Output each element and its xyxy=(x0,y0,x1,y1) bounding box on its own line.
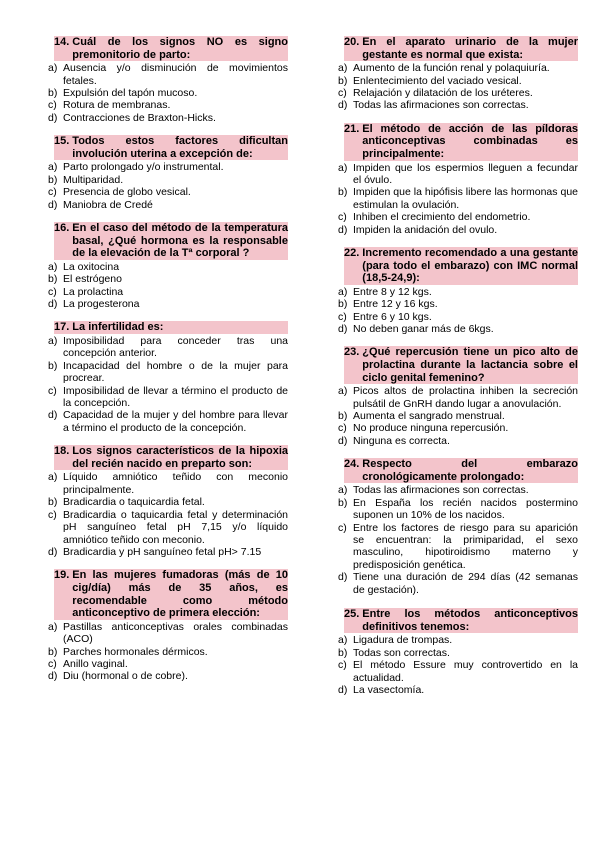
question-title xyxy=(48,222,288,260)
options-list xyxy=(48,261,288,311)
question-number: 18. xyxy=(54,445,72,470)
option-text: La progesterona xyxy=(63,298,140,311)
option-item xyxy=(48,174,288,186)
option-letter: b) xyxy=(338,298,348,311)
question-15 xyxy=(48,135,288,211)
question-text: Incremento recomendado a una gestante (para todo el embarazo) con IMC normal (18,5-24,9): xyxy=(362,247,578,285)
option-text: Ausencia y/o disminución de movimientos fetales. xyxy=(63,62,288,87)
option-text: Maniobra de Credé xyxy=(63,198,153,211)
option-letter: b) xyxy=(48,496,58,509)
option-letter: c) xyxy=(48,657,57,670)
option-letter: a) xyxy=(48,471,58,484)
options-list xyxy=(338,162,578,236)
option-text: Entre los factores de riesgo para su aparición se encuentran: la primiparidad, el sexo masculino, hipotiroidismo materno y predisposición genética. xyxy=(353,521,578,571)
option-text: Aumento de la función renal y polaquiuría. xyxy=(353,62,550,75)
option-item xyxy=(338,62,578,74)
option-text: Entre 12 y 16 kgs. xyxy=(353,298,438,311)
option-letter: c) xyxy=(338,87,347,99)
option-item xyxy=(338,87,578,99)
option-item xyxy=(48,298,288,310)
option-item xyxy=(48,199,288,211)
question-number: 15. xyxy=(54,135,72,160)
option-letter: b) xyxy=(48,359,58,372)
option-item xyxy=(338,99,578,111)
option-letter: c) xyxy=(338,422,347,435)
option-text: Tiene una duración de 294 días (42 semanas de gestación). xyxy=(353,571,578,596)
options-list xyxy=(48,621,288,683)
question-number: 21. xyxy=(344,123,362,161)
option-text: Impiden que la hipófisis libere las hormonas que estimulan la ovulación. xyxy=(353,186,578,211)
option-text: Presencia de globo vesical. xyxy=(63,186,191,199)
option-item xyxy=(48,509,288,546)
option-text: La vasectomía. xyxy=(353,683,425,696)
option-text: No produce ninguna repercusión. xyxy=(353,422,509,435)
right-column xyxy=(338,36,578,707)
question-title xyxy=(338,247,578,285)
question-text: ¿Qué repercusión tiene un pico alto de prolactina durante la lactancia sobre el ciclo genital femenino? xyxy=(362,346,578,384)
option-letter: b) xyxy=(338,74,348,87)
option-letter: c) xyxy=(48,99,57,112)
option-item xyxy=(338,323,578,335)
option-text: Bradicardia y pH sanguíneo fetal pH> 7.15 xyxy=(63,545,262,558)
option-letter: d) xyxy=(338,434,348,447)
option-text: Todas las afirmaciones son correctas. xyxy=(353,99,529,112)
option-item xyxy=(48,112,288,124)
option-item xyxy=(48,385,288,410)
option-item xyxy=(338,224,578,236)
option-letter: a) xyxy=(48,620,58,633)
options-list xyxy=(48,62,288,124)
option-letter: c) xyxy=(48,285,57,298)
option-item xyxy=(338,298,578,310)
option-item xyxy=(338,211,578,223)
options-list xyxy=(338,634,578,696)
question-title xyxy=(48,569,288,619)
option-letter: a) xyxy=(338,634,348,647)
option-letter: a) xyxy=(48,260,58,273)
question-number: 20. xyxy=(344,36,362,61)
question-number: 25. xyxy=(344,608,362,633)
option-item xyxy=(48,496,288,508)
options-list xyxy=(338,286,578,336)
option-letter: d) xyxy=(48,409,58,422)
question-18 xyxy=(48,445,288,558)
option-text: El método Essure muy controvertido en la actualidad. xyxy=(353,659,578,684)
question-title xyxy=(48,36,288,61)
option-text: Parches hormonales dérmicos. xyxy=(63,645,208,658)
option-item xyxy=(48,186,288,198)
option-letter: d) xyxy=(48,198,58,211)
option-item xyxy=(338,435,578,447)
option-item xyxy=(338,659,578,684)
question-text: La infertilidad es: xyxy=(72,321,288,334)
question-text: Entre los métodos anticonceptivos definitivos tenemos: xyxy=(362,608,578,633)
left-column xyxy=(48,36,288,694)
question-title xyxy=(338,608,578,633)
option-letter: c) xyxy=(338,211,347,224)
option-item xyxy=(48,646,288,658)
option-letter: a) xyxy=(338,484,348,497)
option-letter: d) xyxy=(338,223,348,236)
options-list xyxy=(48,335,288,434)
option-letter: c) xyxy=(338,659,347,672)
option-item xyxy=(48,471,288,496)
option-letter: a) xyxy=(338,285,348,298)
options-list xyxy=(48,471,288,558)
option-item xyxy=(338,497,578,522)
option-item xyxy=(48,261,288,273)
question-number: 24. xyxy=(344,458,362,483)
option-letter: d) xyxy=(338,323,348,336)
option-letter: b) xyxy=(338,496,348,509)
option-letter: a) xyxy=(48,62,58,75)
question-number: 14. xyxy=(54,36,72,61)
option-letter: d) xyxy=(338,99,348,112)
option-text: Inhiben el crecimiento del endometrio. xyxy=(353,211,531,224)
option-letter: b) xyxy=(338,410,348,423)
question-21 xyxy=(338,123,578,236)
option-item xyxy=(48,273,288,285)
question-title xyxy=(338,346,578,384)
option-letter: b) xyxy=(48,645,58,658)
option-text: Expulsión del tapón mucoso. xyxy=(63,87,198,99)
option-letter: a) xyxy=(338,161,348,174)
question-title xyxy=(48,445,288,470)
option-item xyxy=(48,621,288,646)
option-item xyxy=(338,684,578,696)
option-letter: c) xyxy=(338,310,347,323)
option-item xyxy=(48,99,288,111)
option-item xyxy=(338,484,578,496)
question-20 xyxy=(338,36,578,112)
options-list xyxy=(338,385,578,447)
question-number: 17. xyxy=(54,321,72,334)
question-text: Respecto del embarazo cronológicamente prolongado: xyxy=(362,458,578,483)
option-item xyxy=(338,422,578,434)
option-text: Ligadura de trompas. xyxy=(353,634,453,647)
option-text: Relajación y dilatación de los uréteres. xyxy=(353,87,533,99)
option-letter: b) xyxy=(48,173,58,186)
option-item xyxy=(48,409,288,434)
option-letter: b) xyxy=(48,87,58,99)
option-item xyxy=(48,286,288,298)
option-text: Pastillas anticonceptivas orales combinadas (ACO) xyxy=(63,620,288,646)
option-text: La prolactina xyxy=(63,285,124,298)
option-letter: a) xyxy=(338,385,348,398)
option-letter: b) xyxy=(48,273,58,286)
option-letter: d) xyxy=(338,683,348,696)
question-number: 16. xyxy=(54,222,72,260)
option-item xyxy=(338,311,578,323)
option-letter: a) xyxy=(338,62,348,75)
option-letter: c) xyxy=(338,521,347,534)
option-text: Rotura de membranas. xyxy=(63,99,171,112)
option-letter: c) xyxy=(48,186,57,199)
option-text: Parto prolongado y/o instrumental. xyxy=(63,161,224,174)
question-22 xyxy=(338,247,578,335)
option-item xyxy=(338,522,578,572)
option-item xyxy=(338,162,578,187)
option-item xyxy=(338,410,578,422)
option-item xyxy=(48,360,288,385)
options-list xyxy=(338,484,578,596)
option-text: Bradicardia o taquicardia fetal. xyxy=(63,496,205,509)
option-text: Picos altos de prolactina inhiben la secreción pulsátil de GnRH dando lugar a anovulación. xyxy=(353,385,578,410)
option-text: Ninguna es correcta. xyxy=(353,434,450,447)
option-item xyxy=(338,647,578,659)
question-title xyxy=(338,36,578,61)
option-item xyxy=(48,62,288,87)
option-letter: b) xyxy=(338,186,348,199)
option-item xyxy=(48,87,288,99)
options-list xyxy=(338,62,578,112)
option-text: No deben ganar más de 6kgs. xyxy=(353,323,494,336)
question-title xyxy=(338,458,578,483)
option-item xyxy=(48,658,288,670)
question-text: Los signos característicos de la hipoxia del recién nacido en preparto son: xyxy=(72,445,288,470)
option-item xyxy=(338,385,578,410)
option-text: Diu (hormonal o de cobre). xyxy=(63,670,188,683)
question-title xyxy=(338,123,578,161)
question-text: Cuál de los signos NO es signo premonitorio de parto: xyxy=(72,36,288,61)
option-text: Bradicardia o taquicardia fetal y determinación pH sanguíneo fetal pH 7,15 y/o líquido amniótico teñido con meconio. xyxy=(63,508,288,546)
question-text: En las mujeres fumadoras (más de 10 cig/día) más de 35 años, es recomendable como método anticonceptivo de primera elección: xyxy=(72,569,288,620)
option-text: Impiden la anidación del ovulo. xyxy=(353,223,498,236)
option-text: El estrógeno xyxy=(63,273,122,286)
option-text: Todas las afirmaciones son correctas. xyxy=(353,484,529,497)
option-text: Incapacidad del hombre o de la mujer para procrear. xyxy=(63,359,288,385)
question-title xyxy=(48,135,288,160)
option-text: Aumenta el sangrado menstrual. xyxy=(353,410,505,423)
question-text: En el aparato urinario de la mujer gestante es normal que exista: xyxy=(362,36,578,61)
option-item xyxy=(338,571,578,596)
option-letter: c) xyxy=(48,508,57,521)
option-text: Anillo vaginal. xyxy=(63,657,128,670)
question-text: En el caso del método de la temperatura basal, ¿Qué hormona es la responsable de la elevación de la Tª corporal ? xyxy=(72,222,288,260)
option-text: Capacidad de la mujer y del hombre para llevar a término el producto de la concepción. xyxy=(63,409,288,434)
option-letter: d) xyxy=(48,298,58,311)
question-14 xyxy=(48,36,288,124)
option-item xyxy=(338,75,578,87)
question-number: 19. xyxy=(54,569,72,619)
option-text: Enlentecimiento del vaciado vesical. xyxy=(353,74,522,87)
option-text: Imposibilidad de llevar a término el producto de la concepción. xyxy=(63,384,288,410)
option-item xyxy=(48,670,288,682)
option-letter: a) xyxy=(48,161,58,174)
question-16 xyxy=(48,222,288,310)
option-text: Contracciones de Braxton-Hicks. xyxy=(63,111,216,124)
option-text: Líquido amniótico teñido con meconio principalmente. xyxy=(63,471,288,496)
option-letter: a) xyxy=(48,335,58,348)
question-19 xyxy=(48,569,288,682)
option-letter: d) xyxy=(48,670,58,683)
option-letter: d) xyxy=(48,111,58,124)
option-text: Imposibilidad para conceder tras una concepción anterior. xyxy=(63,335,288,360)
option-text: La oxitocina xyxy=(63,260,120,273)
options-list xyxy=(48,161,288,211)
option-letter: c) xyxy=(48,384,57,397)
question-number: 23. xyxy=(344,346,362,384)
question-title xyxy=(48,321,288,334)
question-text: El método de acción de las píldoras anticonceptivas combinadas es principalmente: xyxy=(362,122,578,160)
option-item xyxy=(48,546,288,558)
option-item xyxy=(48,161,288,173)
option-text: Multiparidad. xyxy=(63,173,124,186)
option-text: En España los recién nacidos postermino suponen un 10% de los nacidos. xyxy=(353,496,578,522)
option-letter: d) xyxy=(338,571,348,584)
option-item xyxy=(338,634,578,646)
option-letter: d) xyxy=(48,545,58,558)
question-number: 22. xyxy=(344,247,362,285)
option-item xyxy=(338,186,578,211)
question-text: Todos estos factores dificultan involución uterina a excepción de: xyxy=(72,135,288,160)
option-text: Entre 6 y 10 kgs. xyxy=(353,310,432,323)
option-item xyxy=(338,286,578,298)
question-25 xyxy=(338,608,578,696)
question-24 xyxy=(338,458,578,596)
question-23 xyxy=(338,346,578,447)
option-item xyxy=(48,335,288,360)
option-text: Impiden que los espermios lleguen a fecundar el óvulo. xyxy=(353,161,578,186)
option-letter: b) xyxy=(338,646,348,659)
option-text: Entre 8 y 12 kgs. xyxy=(353,285,432,298)
option-text: Todas son correctas. xyxy=(353,646,450,659)
question-17 xyxy=(48,321,288,434)
